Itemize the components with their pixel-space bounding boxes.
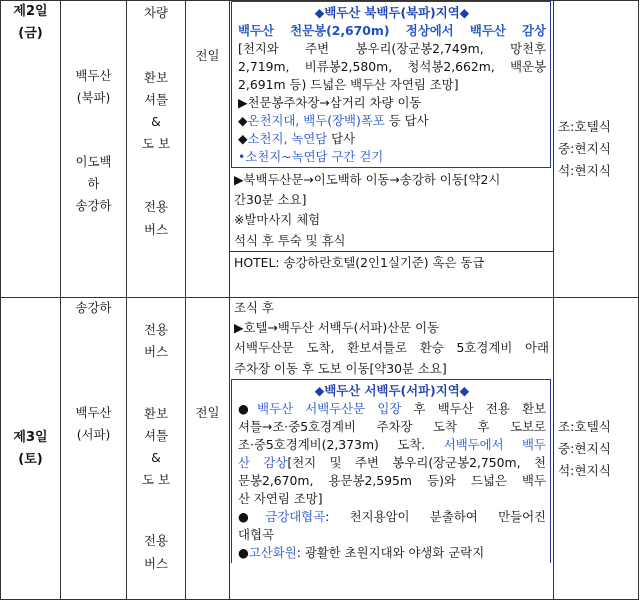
hotel-info: HOTEL: 송강하란호텔(2인1실기준) 혹은 동급 [230, 251, 553, 274]
box-line: 셔틀→조·중5호경계비 주차장 도착 후 도보로 [238, 418, 546, 434]
meal-cell [554, 1, 639, 298]
meal-lunch: 중:현지식 [558, 440, 611, 456]
weekday-label: (금) [18, 26, 43, 41]
schedule-text [230, 298, 553, 379]
plain-text: 조·중5호경계비(2,373m) 도착. [238, 436, 444, 452]
meal-lunch: 중:현지식 [558, 141, 611, 156]
transport-line: 환보 [144, 406, 168, 421]
meal-dinner: 석:현지식 [558, 163, 611, 178]
time-label: 전일 [195, 48, 220, 63]
transport-line: 전용 [144, 322, 168, 337]
time-label: 전일 [195, 405, 220, 420]
highlight-text: 온천지대, 백두(장백)폭포 [247, 113, 385, 128]
place-cell [61, 1, 127, 298]
day-label: 제2일 [13, 4, 48, 19]
plain-text: : 광활한 초원지대와 야생화 군락지 [296, 544, 485, 560]
plain-text: : 천지용암이 분출하여 만들어진 [325, 508, 547, 524]
circle-bullet: ● [238, 508, 266, 524]
box-line [238, 435, 546, 453]
schedule-line: ▶호텔→백두산 서백두(서파)산문 이동 [234, 320, 440, 336]
transport-line: 차량 [144, 5, 168, 20]
place-line: (서파) [76, 427, 111, 442]
plain-text: 후 백두산 전용 환보 [401, 400, 547, 416]
highlight-box [231, 379, 551, 563]
day-cell [1, 1, 61, 298]
meal-breakfast: 조:호텔식 [558, 418, 611, 434]
highlight-text: 산 감상 [238, 454, 288, 470]
transport-line: & [151, 114, 161, 129]
schedule-line: 서백두산문 도착, 환보셔틀로 환승 5호경계비 아래 [234, 340, 549, 356]
day-cell [1, 298, 61, 600]
time-cell [186, 1, 230, 298]
transport-line: 도 보 [142, 136, 170, 151]
place-line: 송강하 [75, 300, 112, 315]
box-line: •소천지~녹연담 구간 걷기 [238, 149, 384, 164]
place-line: 백두산 [75, 68, 112, 83]
transport-line: 버스 [144, 556, 168, 571]
box-line [238, 543, 546, 561]
schedule-line: ※발마사지 체험 [234, 212, 321, 228]
itinerary-row-day3 [1, 298, 639, 600]
box-line [238, 399, 546, 417]
schedule-cell [230, 1, 554, 298]
place-line: 이도백 [75, 154, 112, 169]
box-line: ▶천문봉주차장→삼거리 차량 이동 [238, 95, 422, 110]
highlight-text: 고산화원 [248, 544, 297, 560]
box-line: [천지와 주변 봉우리(장군봉2,749m, 망천후 [238, 41, 546, 56]
place-line: (북파) [76, 90, 111, 105]
transport-line: 전용 [144, 199, 168, 214]
schedule-cell [230, 298, 554, 600]
box-line: 대협곡 [238, 526, 274, 542]
circle-bullet: ● [238, 544, 249, 560]
itinerary-row-day2 [1, 1, 639, 298]
box-line: 산 자연림 조망] [238, 490, 323, 506]
transport-cell [127, 298, 186, 600]
transport-cell [127, 1, 186, 298]
box-line: 백두산 천문봉(2,670m) 정상에서 백두산 감상 [238, 23, 546, 38]
plain-text: [천지 및 주변 봉우리(장군봉2,750m, 천 [287, 454, 546, 470]
weekday-label: (토) [18, 451, 43, 467]
transport-line: 환보 [144, 70, 168, 85]
diamond-bullet: ◆ [238, 131, 248, 146]
box-line [238, 129, 546, 147]
circle-bullet: ● [238, 400, 258, 416]
place-line: 하 [87, 176, 100, 191]
box-line: 문봉2,670m, 용문봉2,595m 등)와 드넓은 백두 [238, 472, 546, 488]
schedule-line: 간30분 소요] [234, 192, 307, 208]
day-label: 제3일 [13, 429, 48, 445]
box-title: ◆백두산 북백두(북파)지역◆ [314, 5, 470, 20]
time-cell [186, 298, 230, 600]
transport-line: 셔틀 [144, 92, 168, 107]
schedule-line: 석식 후 투숙 및 휴식 [234, 232, 346, 248]
box-title: ◆백두산 서백두(서파)지역◆ [314, 382, 470, 398]
place-cell [61, 298, 127, 600]
highlight-text: 백두산 서백두산문 입장 [257, 400, 402, 416]
meal-dinner: 석:현지식 [558, 462, 611, 478]
transport-line: 버스 [144, 222, 168, 237]
highlight-box [231, 1, 551, 168]
highlight-text: 금강대협곡 [265, 508, 326, 524]
plain-text: 등 답사 [384, 113, 429, 128]
box-line: 2,719m, 비류봉2,580m, 청석봉2,662m, 백운봉 [238, 59, 546, 74]
box-line [238, 111, 546, 129]
schedule-line: 주차장 이동 후 도보 이동[약30분 소요] [234, 360, 447, 376]
transport-line: 버스 [144, 344, 168, 359]
box-line [238, 453, 546, 471]
schedule-text [230, 170, 553, 251]
diamond-bullet: ◆ [238, 113, 248, 128]
highlight-text: 소천지, 녹연담 [247, 131, 328, 146]
transport-line: 전용 [144, 533, 168, 548]
schedule-line: ▶북백두산문→이도백하 이동→송강하 이동[약2시 [234, 172, 501, 187]
schedule-line: 조식 후 [234, 300, 274, 315]
meal-breakfast: 조:호텔식 [558, 119, 611, 134]
box-line: 2,691m 등) 드넓은 백두산 자연림 조망] [238, 77, 459, 92]
box-line [238, 507, 546, 525]
highlight-text: 서백두에서 백두 [443, 436, 546, 452]
transport-line: 도 보 [142, 472, 170, 487]
place-line: 송강하 [75, 198, 112, 213]
place-line: 백두산 [75, 405, 112, 420]
transport-line: 셔틀 [144, 428, 168, 443]
transport-line: & [151, 450, 161, 465]
plain-text: 답사 [327, 131, 356, 146]
meal-cell [554, 298, 639, 600]
